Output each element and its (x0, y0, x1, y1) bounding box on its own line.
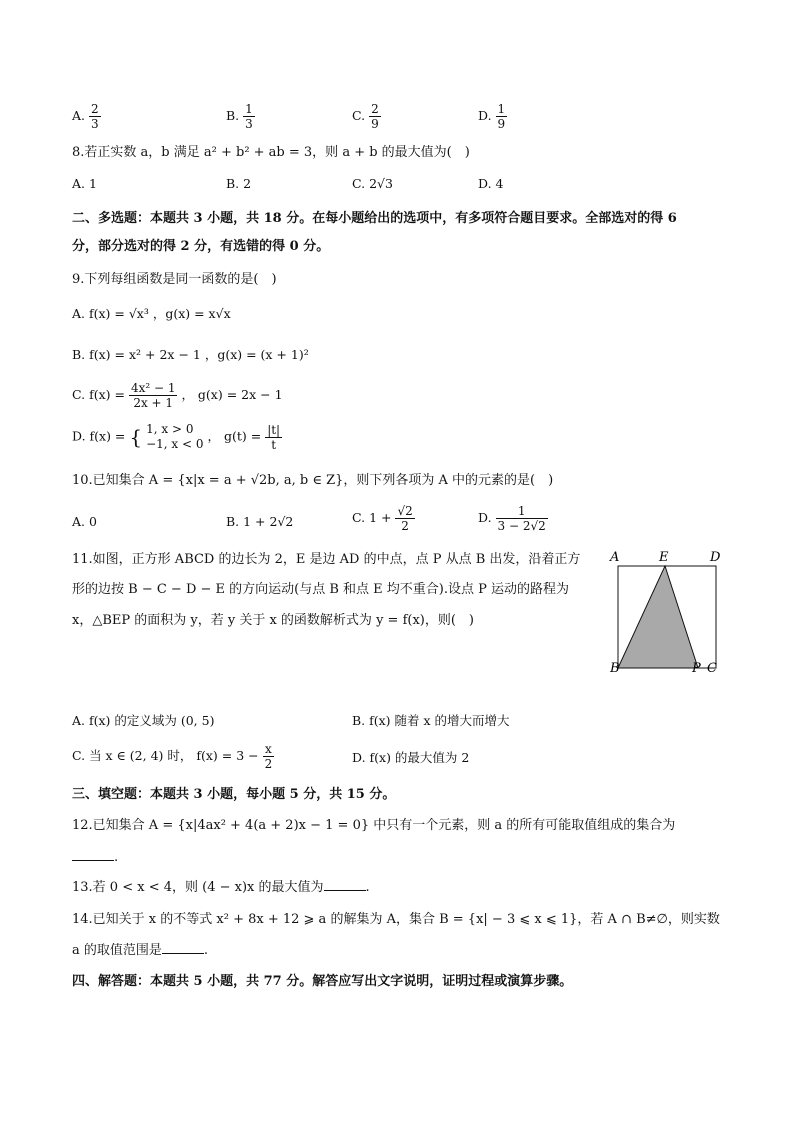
q9-option-d (72, 422, 282, 452)
q11-option-c (72, 742, 274, 771)
q10-option-b: B. 1 + 2√2 (226, 514, 294, 529)
q10-d-fraction (496, 504, 548, 533)
q9-option-b: B. f(x) = x² + 2x − 1 ，g(x) = (x + 1)² (72, 347, 309, 362)
q9-d-case2: −1, x < 0 (146, 437, 204, 451)
q11-figure (606, 548, 726, 678)
q13-answer-blank[interactable] (324, 878, 366, 891)
q11-c-den: 2 (264, 757, 273, 771)
q7-option-c-fraction (369, 102, 381, 131)
q12-line2 (72, 848, 118, 868)
q10-stem: 10.已知集合 A = {x|x = a + √2b, a, b ∈ Z}，则下列各项为 A 中的元素的是( ) (72, 473, 554, 488)
label-p: P (692, 661, 701, 676)
q7-b-num: 1 (245, 102, 253, 116)
q7-option-c (352, 102, 381, 131)
q14-period: . (203, 943, 209, 958)
q11-option-b: B. f(x) 随着 x 的增大而增大 (352, 713, 510, 728)
q14-answer-blank[interactable] (162, 941, 204, 954)
q7-c-num: 2 (371, 102, 379, 116)
q11-line3: x，△BEP 的面积为 y，若 y 关于 x 的函数解析式为 y = f(x)，则( ) (72, 613, 474, 628)
q11-line1: 11.如图，正方形 ABCD 的边长为 2，E 是边 AD 的中点，点 P 从点 B 出发，沿着正方 (72, 552, 581, 567)
q9-c-den: 2x + 1 (133, 396, 174, 410)
q10-d-num: 1 (496, 504, 548, 519)
q14-pre: a 的取值范围是 (72, 943, 162, 958)
q13-period: . (365, 880, 370, 895)
q7-option-d (478, 102, 507, 131)
label-a: A (610, 550, 620, 565)
q10-option-a: A. 0 (72, 514, 97, 529)
q10-option-d (478, 504, 548, 533)
q9-option-c (72, 381, 283, 410)
label-b: B (610, 661, 620, 676)
q10-c-pre: C. 1 + (352, 510, 392, 525)
q11-line2: 形的边按 B − C − D − E 的方向运动(与点 B 和点 E 均不重合).设点 P 运动的路程为 (72, 582, 570, 597)
q12-line1: 12.已知集合 A = {x|4ax² + 4(a + 2)x − 1 = 0} 中只有一个元素，则 a 的所有可能取值组成的集合为 (72, 818, 676, 833)
q7-option-a-label: A. (72, 108, 86, 123)
q11-option-a: A. f(x) 的定义域为 (0, 5) (72, 713, 215, 728)
section4-heading: 四、解答题：本题共 5 小题，共 77 分。解答应写出文字说明，证明过程或演算步骤。 (72, 974, 573, 989)
q9-option-a: A. f(x) = √x³ ，g(x) = x√x (72, 306, 231, 321)
q10-d-pre: D. (478, 510, 492, 525)
q10-c-num: √2 (397, 504, 413, 518)
q11-c-num: x (263, 742, 275, 757)
q9-c-pre: C. f(x) = (72, 387, 125, 402)
q9-c-fraction (129, 381, 178, 410)
q7-b-den: 3 (245, 117, 253, 131)
q8-option-a: A. 1 (72, 176, 97, 191)
q7-a-den: 3 (91, 117, 99, 131)
q7-option-c-label: C. (352, 108, 366, 123)
q7-option-b-fraction (243, 102, 255, 131)
q12-period: . (114, 850, 119, 865)
q10-c-fraction (395, 504, 414, 533)
label-c: C (707, 661, 717, 676)
q7-d-den: 9 (497, 117, 506, 131)
q9-d-pre: D. f(x) = (72, 428, 126, 444)
q7-option-d-label: D. (478, 108, 492, 123)
q13-line (72, 878, 370, 898)
q8-option-c: C. 2√3 (352, 176, 393, 191)
q9-d-mid: ， g(t) = (207, 428, 262, 444)
q8-stem: 8.若正实数 a，b 满足 a² + b² + ab = 3，则 a + b 的最大值为( ) (72, 145, 470, 160)
q9-d-num: |t| (267, 422, 281, 437)
section2-heading-line2: 分，部分选对的得 2 分，有选错的得 0 分。 (72, 239, 330, 254)
q11-c-pre: C. 当 x ∈ (2, 4) 时， f(x) = 3 − (72, 748, 259, 763)
q9-c-num: 4x² − 1 (130, 381, 176, 395)
section2-heading-line1: 二、多选题：本题共 3 小题，共 18 分。在每小题给出的选项中，有多项符合题目要求。全部选对的得 6 (72, 211, 677, 226)
q10-d-den: 3 − 2√2 (497, 519, 546, 533)
label-e: E (659, 550, 669, 565)
q9-d-case1: 1, x > 0 (146, 422, 194, 436)
q9-stem: 9.下列每组函数是同一函数的是( ) (72, 272, 277, 287)
q7-option-b (226, 102, 255, 131)
label-d: D (710, 550, 721, 565)
section3-heading: 三、填空题：本题共 3 小题，每小题 5 分，共 15 分。 (72, 787, 396, 802)
q14-line1: 14.已知关于 x 的不等式 x² + 8x + 12 ⩾ a 的解集为 A，集合 B = {x| − 3 ⩽ x ⩽ 1}，若 A ∩ B≠∅，则实数 (72, 912, 720, 927)
q7-c-den: 9 (371, 117, 379, 131)
q7-option-a-fraction (89, 102, 101, 131)
q8-option-d: D. 4 (478, 176, 504, 191)
q7-a-num: 2 (91, 102, 99, 116)
q9-c-post: ， g(x) = 2x − 1 (181, 387, 283, 402)
q10-c-den: 2 (401, 519, 409, 533)
q12-answer-blank[interactable] (72, 848, 114, 861)
q7-d-num: 1 (497, 102, 506, 116)
q9-d-den: t (271, 437, 277, 452)
triangle-bep (618, 566, 698, 668)
q9-d-fraction (265, 423, 282, 452)
q7-option-d-fraction (496, 102, 508, 131)
q14-line2 (72, 941, 208, 961)
q9-d-cases (146, 422, 203, 452)
q7-option-a (72, 102, 101, 131)
q8-option-b: B. 2 (226, 176, 252, 191)
q9-d-brace: { (129, 425, 143, 449)
q7-option-b-label: B. (226, 108, 240, 123)
q10-option-c (352, 504, 415, 533)
q11-option-d: D. f(x) 的最大值为 2 (352, 750, 470, 765)
q11-c-fraction (263, 742, 275, 771)
q13-pre: 13.若 0 < x < 4，则 (4 − x)x 的最大值为 (72, 880, 324, 895)
